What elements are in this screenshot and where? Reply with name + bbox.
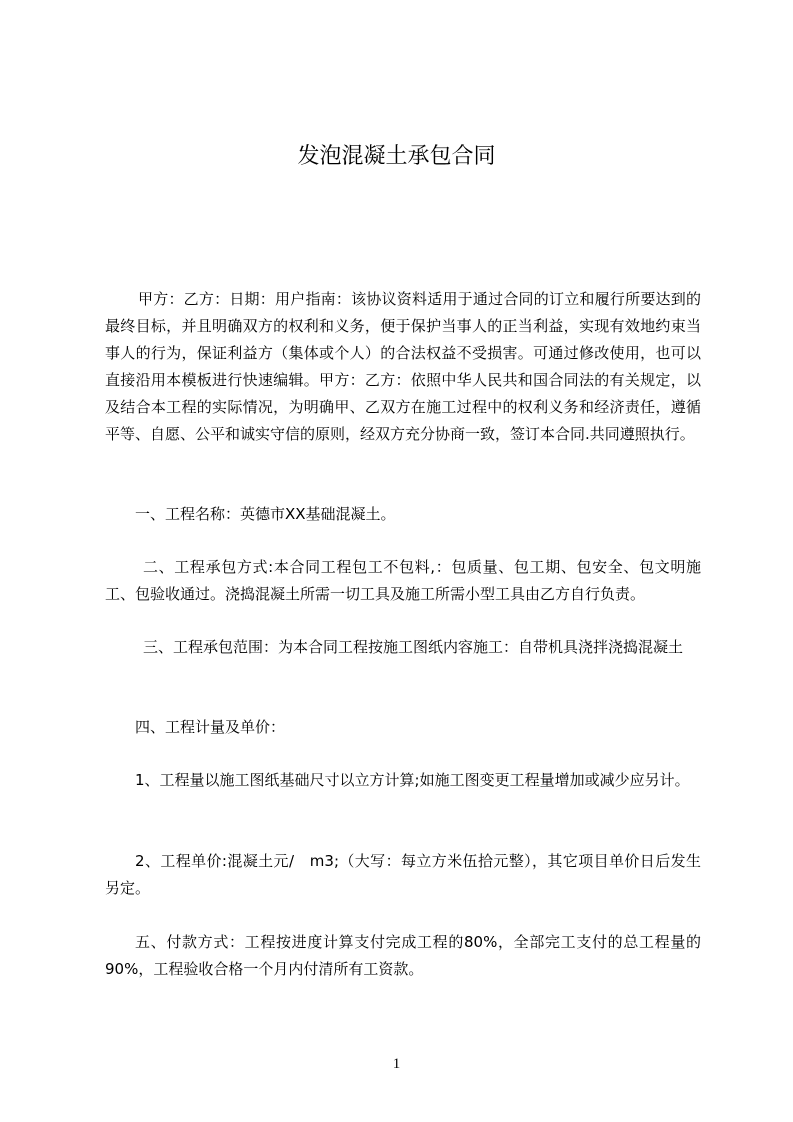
section-5-payment-terms: 五、付款方式：工程按进度计算支付完成工程的80%，全部完工支付的总工程量的90%，工程验收合格一个月内付清所有工资款。 [105,933,701,978]
item-2-unit-price: 2、工程单价:混凝土元/ m3;（大写：每立方米伍拾元整），其它项目单价日后发生另定。 [105,852,701,897]
section-4-measurement-heading: 四、工程计量及单价： [135,718,286,736]
section-2-contract-method: 二、工程承包方式:本合同工程包工不包料,：包质量、包工期、包安全、包文明施工、包验收通过。浇捣混凝土所需一切工具及施工所需小型工具由乙方自行负责。 [105,558,701,603]
intro-paragraph: 甲方：乙方：日期：用户指南：该协议资料适用于通过合同的订立和履行所要达到的最终目标，并且明确双方的权利和义务，便于保护当事人的正当利益，实现有效地约束当事人的行为，保证利益方（集体或个人）的合法权益不受损害。可通过修改使用，也可以直接沿用本模板进行快速编辑。甲方：乙方：依照中华人民共和国合同法的有关规定，以及结合本工程的实际情况，为明确甲、乙双方在施工过程中的权利义务和经济责任，遵循平等、自愿、公平和诚实守信的原则，经双方充分协商一致，签订本合同.共同遵照执行。 [105,290,701,443]
item-1-quantity-rule: 1、工程量以施工图纸基础尺寸以立方计算;如施工图变更工程量增加或减少应另计。 [135,771,690,789]
page-number: 1 [392,1056,401,1072]
section-1-project-name: 一、工程名称：英德市XX基础混凝土。 [135,505,396,523]
section-3-contract-scope: 三、工程承包范围：为本合同工程按施工图纸内容施工：自带机具浇拌浇捣混凝土 [143,638,684,656]
document-title: 发泡混凝土承包合同 [297,144,496,169]
